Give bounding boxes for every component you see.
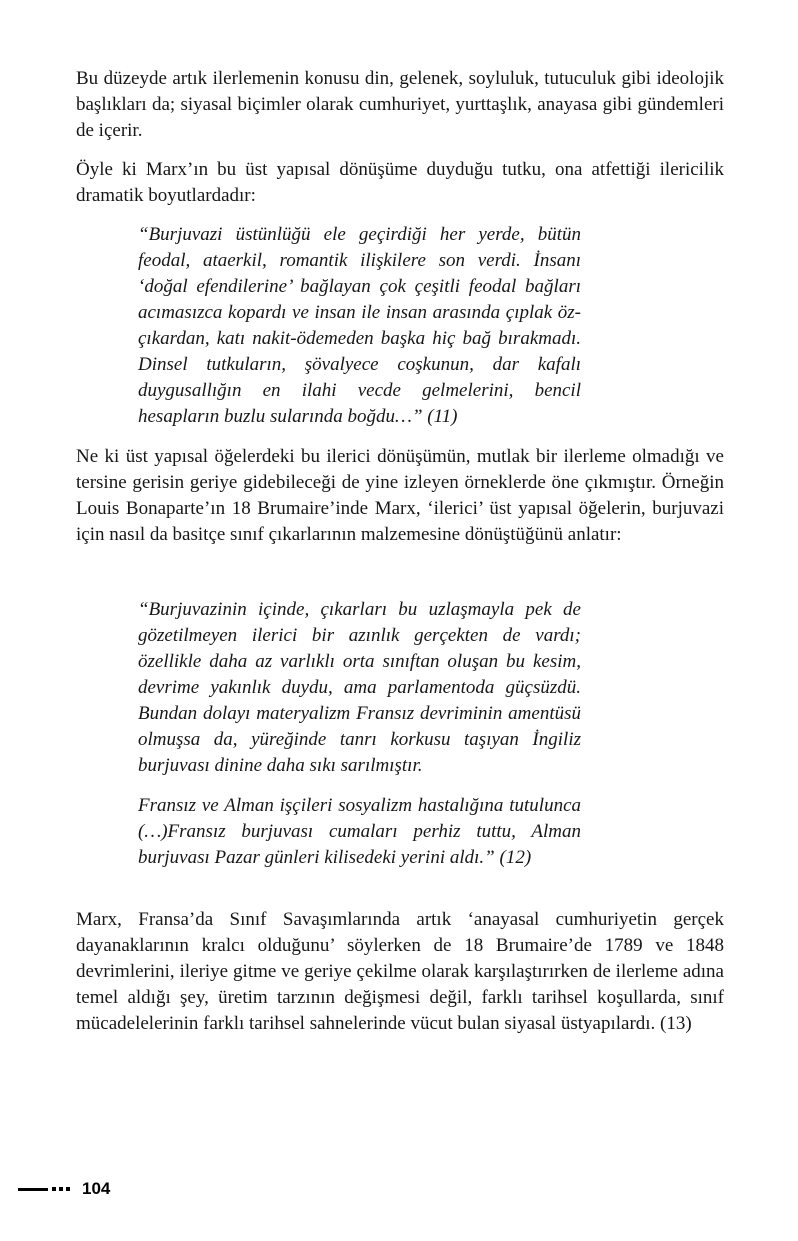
page-number: 104 — [82, 1179, 111, 1198]
paragraph-marx-passion: Öyle ki Marx’ın bu üst yapısal dönüşüme duyduğu tutku, ona atfettiği ilericilik dramatik boyutlardadır: — [76, 159, 724, 206]
blockquote-manifesto-text: “Burjuvazi üstünlüğü ele geçirdiği her yerde, bütün feodal, ataerkil, romantik ilişkilere son verdi. İnsanı ‘doğal efendilerine’ bağlayan çok çeşitli feodal bağları acımasızca kopardı ve insan ile insan arasında çıplak öz-çıkardan, katı nakit-ödemeden başka hiç bağ bırakmadı. Dinsel tutkuların, şövalyece coşkunun, dar kafalı duygusallığın en ilahi vecde gelmelerini, bencil hesapların buzlu sularında boğdu…” (11) — [138, 224, 581, 427]
page-footer — [18, 1179, 110, 1199]
blockquote-brumaire-part2: Fransız ve Alman işçileri sosyalizm hastalığına tutulunca (…)Fransız burjuvası cumaları perhiz tuttu, Alman burjuvası Pazar günleri kilisedeki yerini aldı.” (12) — [138, 795, 581, 868]
blockquote-manifesto — [138, 222, 581, 430]
footer-rule — [18, 1188, 48, 1191]
blockquote-brumaire-part1: “Burjuvazinin içinde, çıkarları bu uzlaşmayla pek de gözetilmeyen ilerici bir azınlık gerçekten de vardı; özellikle daha az varlıklı orta sınıftan oluşan bu kesim, devrime yakınlık duydu, ama parlamentoda güçsüzdü. Bundan dolayı materyalizm Fransız devriminin amentüsü olmuşsa da, yüreğinde tanrı korkusu taşıyan İngiliz burjuvası dinine daha sıkı sarılmıştır. — [138, 599, 581, 776]
paragraph-conclusion: Marx, Fransa’da Sınıf Savaşımlarında artık ‘anayasal cumhuriyetin gerçek dayanaklarının kralcı olduğunu’ söylerken de 18 Brumaire’de 1789 ve 1848 devrimlerini, ileriye gitme ve geriye çekilme olarak karşılaştırırken de ilerleme adına temel aldığı şey, üretim tarzının değişmesi değil, farklı tarihsel koşullarda, sınıf mücadelelerinin farklı tarihsel sahnelerinde vücut bulan siyasal üstyapılardı. (13) — [76, 909, 724, 1034]
blockquote-brumaire — [138, 597, 581, 871]
paragraph-intro: Bu düzeyde artık ilerlemenin konusu din, gelenek, soyluluk, tutuculuk gibi ideolojik başlıkları da; siyasal biçimler olarak cumhuriyet, yurttaşlık, anayasa gibi gündemleri de içerir. — [76, 68, 724, 141]
text-block — [76, 66, 724, 1050]
paragraph-brumaire-intro: Ne ki üst yapısal öğelerdeki bu ilerici dönüşümün, mutlak bir ilerleme olmadığı ve tersine gerisin geriye gidebileceği de yine izleyen örneklerde öne çıkmıştır. Örneğin Louis Bonaparte’ın 18 Brumaire’inde Marx, ‘ilerici’ üst yapısal öğelerin, burjuvazi için nasıl da basitçe sınıf çıkarlarının malzemesine dönüştüğünü anlatır: — [76, 446, 724, 545]
footer-dots-icon — [52, 1187, 70, 1191]
